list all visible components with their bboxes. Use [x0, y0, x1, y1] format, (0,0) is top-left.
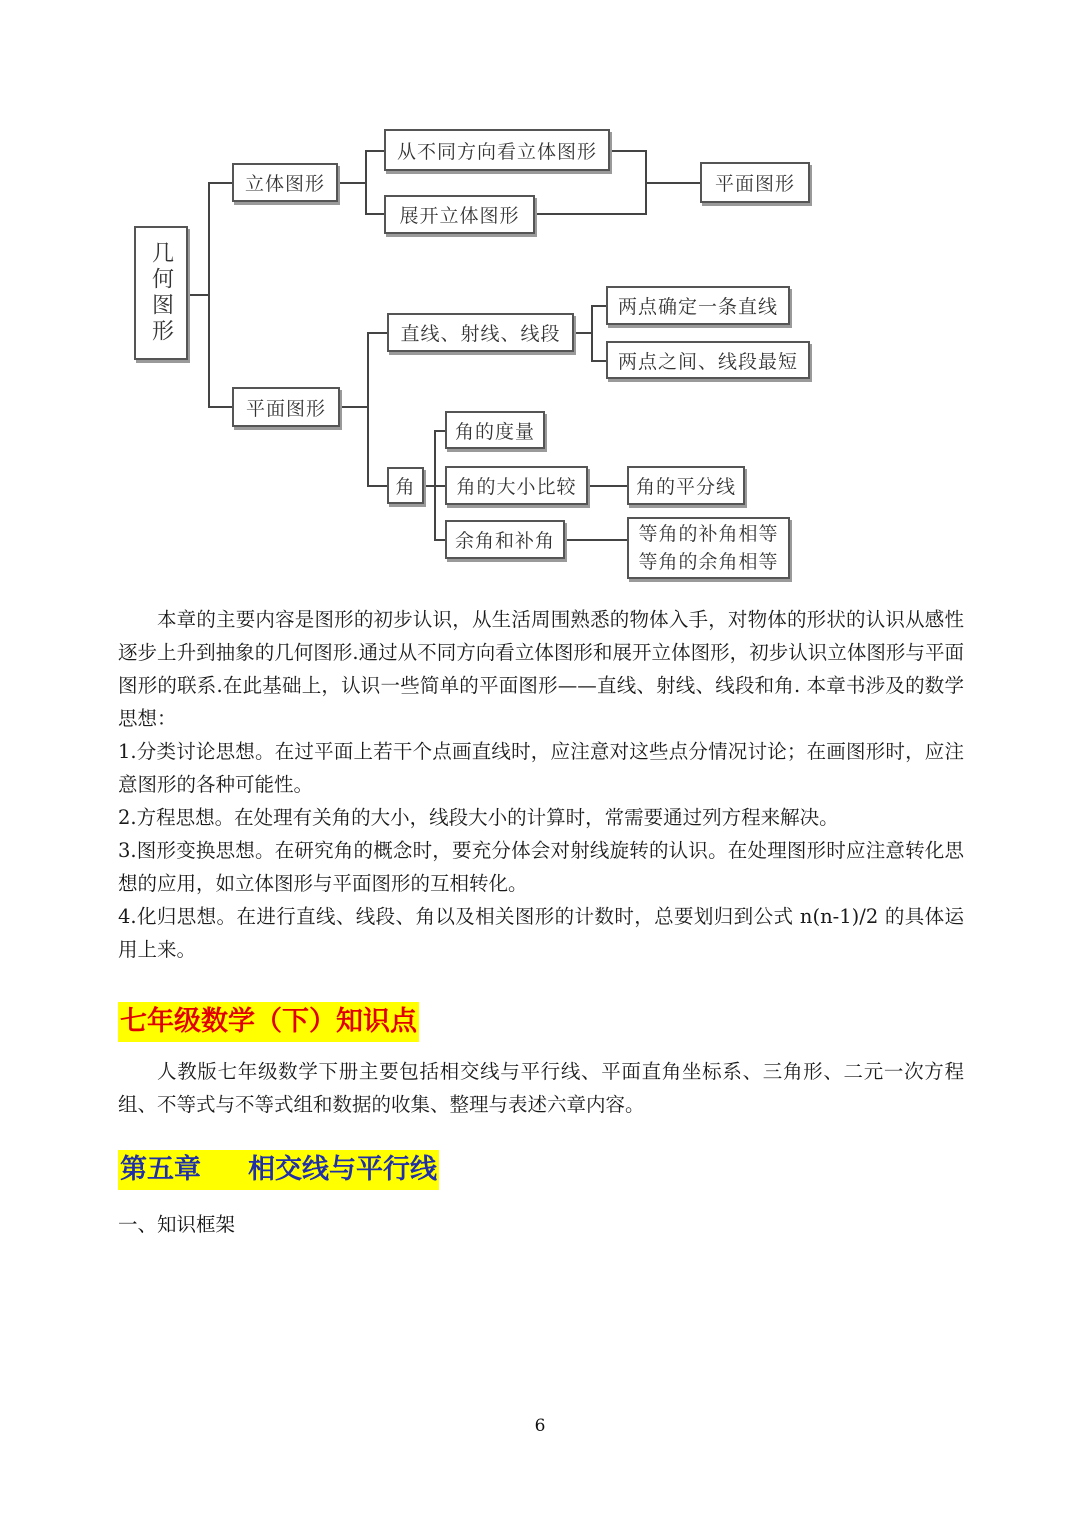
equal-complement-text: 等角的余角相等 — [638, 551, 779, 573]
connector — [367, 485, 388, 487]
connector — [187, 294, 209, 296]
idea-item: 3.图形变换思想。在研究角的概念时，要充分体会对射线旋转的认识。在处理图形时应注意转化思想的应用，如立体图形与平面图形的互相转化。 — [118, 839, 964, 895]
node-complementary-supplementary: 余角和补角 — [445, 520, 565, 559]
node-angle-measure: 角的度量 — [445, 411, 545, 449]
subheading: 一、知识框架 — [118, 1213, 236, 1236]
node-plane-figures: 平面图形 — [232, 387, 340, 427]
chapter-heading: 第五章 相交线与平行线 — [118, 1150, 439, 1190]
connector — [367, 332, 388, 334]
node-shortest-segment: 两点之间、线段最短 — [606, 341, 810, 379]
connector — [365, 150, 367, 215]
section-paragraph: 人教版七年级数学下册主要包括相交线与平行线、平面直角坐标系、三角形、二元一次方程组、不等式与不等式组和数据的收集、整理与表述六章内容。 — [118, 1060, 964, 1116]
page-number: 6 — [534, 1416, 546, 1436]
chapter-summary — [118, 603, 964, 966]
connector — [591, 305, 607, 307]
idea-item: 2.方程思想。在处理有关角的大小，线段大小的计算时，常需要通过列方程来解决。 — [118, 806, 839, 829]
section-heading: 七年级数学（下）知识点 — [118, 1002, 419, 1042]
connector — [591, 360, 607, 362]
idea-item: 4.化归思想。在进行直线、线段、角以及相关图形的计数时，总要划归到公式 n(n-1)/2 的具体运用上来。 — [118, 905, 964, 961]
connector — [208, 182, 210, 408]
node-lines-rays-segments: 直线、射线、线段 — [387, 313, 574, 352]
connector — [208, 182, 233, 184]
node-angle-compare: 角的大小比较 — [445, 466, 588, 505]
node-unfold-solid: 展开立体图形 — [384, 195, 535, 234]
connector — [535, 213, 646, 215]
node-plane-figures-result: 平面图形 — [700, 162, 810, 203]
connector — [340, 406, 368, 408]
node-equal-angle-rules — [627, 517, 790, 579]
node-two-points-line: 两点确定一条直线 — [606, 286, 790, 325]
section-intro — [118, 1055, 964, 1121]
connector — [338, 182, 366, 184]
idea-item: 1.分类讨论思想。在过平面上若干个点画直线时，应注意对这些点分情况讨论；在画图形时，应注意图形的各种可能性。 — [118, 740, 964, 796]
node-geometry: 几何图形 — [134, 226, 188, 360]
connector — [365, 150, 385, 152]
node-solid-figures: 立体图形 — [232, 163, 338, 202]
node-view-from-directions: 从不同方向看立体图形 — [384, 129, 610, 171]
connector — [574, 332, 592, 334]
connector — [365, 213, 385, 215]
connector — [610, 150, 646, 152]
node-angle-bisector: 角的平分线 — [627, 466, 745, 505]
node-angle: 角 — [387, 467, 424, 504]
connector — [367, 332, 369, 487]
connector — [591, 305, 593, 362]
connector — [208, 406, 233, 408]
connector — [565, 539, 628, 541]
intro-paragraph: 本章的主要内容是图形的初步认识，从生活周围熟悉的物体入手，对物体的形状的认识从感性逐步上升到抽象的几何图形.通过从不同方向看立体图形和展开立体图形，初步认识立体图形与平面图形的联系.在此基础上，认识一些简单的平面图形——直线、射线、线段和角. 本章书涉及的数学思想： — [118, 608, 964, 730]
equal-supplement-text: 等角的补角相等 — [638, 523, 779, 545]
connector — [588, 485, 628, 487]
connector — [645, 182, 701, 184]
knowledge-diagram — [0, 0, 1080, 600]
